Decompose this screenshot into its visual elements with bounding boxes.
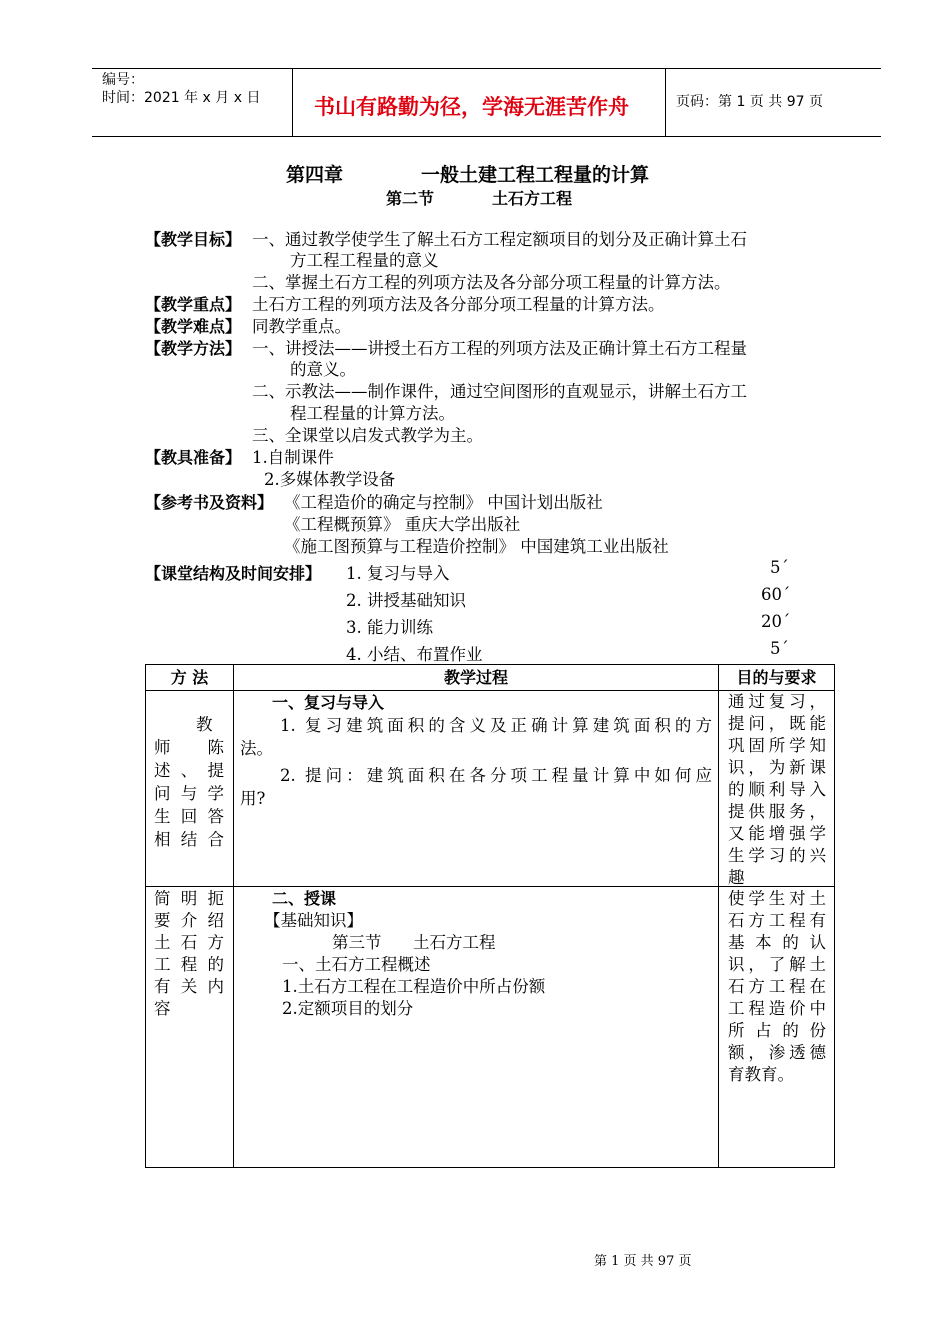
tool-item: 1.自制课件 [252,448,334,467]
chapter-number: 第四章 [286,164,344,186]
cell-line: 简明扼 [154,889,224,908]
difficulty-label: 【教学难点】 [145,317,242,336]
reference-item: 《工程造价的确定与控制》 中国计划出版社 [284,493,603,512]
goal-line: 二、掌握土石方工程的列项方法及各分部分项工程量的计算方法。 [252,273,731,292]
cell-line: 述、提 [154,761,224,780]
table-cell-process [240,691,712,810]
cell-line: 问与学 [154,784,224,803]
reference-item: 《工程概预算》 重庆大学出版社 [284,515,521,534]
cell-line: 提问，既能 [728,714,826,733]
cell-line: 的顺利导入 [728,780,826,799]
cell-line: 通过复习， [728,692,826,711]
cell-line: 生回答 [154,807,224,826]
cell-line: 工程造价中 [728,999,826,1018]
cell-line: 生学习的兴 [728,846,826,865]
cell-line: 【基础知识】 [264,911,363,930]
table-cell-goal [728,888,826,1086]
cell-line: 石方工程在 [728,977,826,996]
cell-line: 教 [196,715,213,734]
slogan: 书山有路勤为径，学海无涯苦作舟 [314,95,629,119]
cell-line: 一、土石方工程概述 [282,955,431,974]
cell-line: 又能增强学 [728,824,826,843]
cell-line: 有关内 [154,977,224,996]
key-label: 【教学重点】 [145,295,242,314]
cell-line: 用? [240,789,266,808]
cell-line: 提供服务， [728,802,826,821]
key-text: 土石方工程的列项方法及各分部分项工程量的计算方法。 [252,295,665,314]
cell-line: 所占的份 [728,1021,826,1040]
reference-label: 【参考书及资料】 [145,493,274,512]
cell-line: 识，为新课 [728,758,826,777]
cell-line: 工程的 [154,955,224,974]
method-label: 【教学方法】 [145,339,242,358]
schedule-time: 5´ [770,558,789,577]
number-label: 编号： [102,72,144,88]
schedule-item: 3. 能力训练 [346,618,433,637]
goal-label: 【教学目标】 [145,230,242,249]
header-divider [665,69,666,136]
cell-line: 容 [154,999,171,1018]
page-footer: 第 1 页 共 97 页 [594,1254,692,1269]
time-label: 时间：2021 年 x 月 x 日 [102,90,261,106]
column-header-process: 教学过程 [443,668,508,687]
section-number: 第二节 [386,189,435,208]
table-cell-method [154,888,224,1020]
schedule-time: 5´ [770,639,789,658]
cell-line: 法。 [240,739,273,758]
cell-line: 1. 复习建筑面积的含义及正确计算建筑面积的方 [280,716,712,735]
schedule-time: 20´ [761,612,791,631]
difficulty-text: 同教学重点。 [252,317,351,336]
column-header-method: 方 法 [170,668,209,687]
cell-line: 土石方 [154,933,224,952]
table-column-divider [233,665,234,1167]
schedule-item: 4. 小结、布置作业 [346,645,483,664]
cell-line: 要介绍 [154,911,224,930]
method-line: 程工程量的计算方法。 [290,404,455,423]
table-cell-goal [728,691,826,889]
cell-line: 使学生对土 [728,889,826,908]
table-column-divider [718,665,719,1167]
cell-line: 基本的认 [728,933,826,952]
method-line: 三、全课堂以启发式教学为主。 [252,426,483,445]
goal-line: 方工程工程量的意义 [290,251,439,270]
page-info: 页码：第 1 页 共 97 页 [676,94,823,110]
cell-line: 师陈 [154,738,224,757]
table-cell-method [154,713,224,851]
goal-line: 一、通过教学使学生了解土石方工程定额项目的划分及正确计算土石 [252,230,747,249]
cell-line: 额，渗透德 [728,1043,826,1062]
cell-line: 识，了解土 [728,955,826,974]
method-line: 的意义。 [290,360,356,379]
page-header [92,68,881,137]
chapter-title: 一般土建工程工程量的计算 [421,164,650,186]
cell-line: 趣 [728,868,745,887]
cell-line: 相结合 [154,830,224,849]
cell-line: 2. 提问：建筑面积在各分项工程量计算中如何应 [280,766,712,785]
cell-line: 2.定额项目的划分 [282,999,414,1018]
method-line: 二、示教法——制作课件，通过空间图形的直观显示，讲解土石方工 [252,382,747,401]
schedule-label: 【课堂结构及时间安排】 [145,564,322,583]
cell-heading: 一、复习与导入 [272,693,385,712]
column-header-goal: 目的与要求 [736,668,817,687]
cell-line: 育教育。 [728,1065,794,1084]
tool-label: 【教具准备】 [145,448,242,467]
table-cell-process [240,888,712,1020]
schedule-item: 2. 讲授基础知识 [346,591,466,610]
cell-heading: 二、授课 [272,889,337,908]
tool-item: 2.多媒体教学设备 [264,470,396,489]
section-title: 土石方工程 [492,189,573,208]
cell-line: 石方工程有 [728,911,826,930]
method-line: 一、讲授法——讲授土石方工程的列项方法及正确计算土石方工程量 [252,339,747,358]
cell-line: 巩固所学知 [728,736,826,755]
cell-line: 第三节 土石方工程 [332,933,496,952]
lesson-table [145,664,835,1168]
reference-item: 《施工图预算与工程造价控制》 中国建筑工业出版社 [284,537,669,556]
header-divider [292,69,293,136]
cell-line: 1.土石方工程在工程造价中所占份额 [282,977,546,996]
schedule-time: 60´ [761,585,791,604]
schedule-item: 1. 复习与导入 [346,564,450,583]
